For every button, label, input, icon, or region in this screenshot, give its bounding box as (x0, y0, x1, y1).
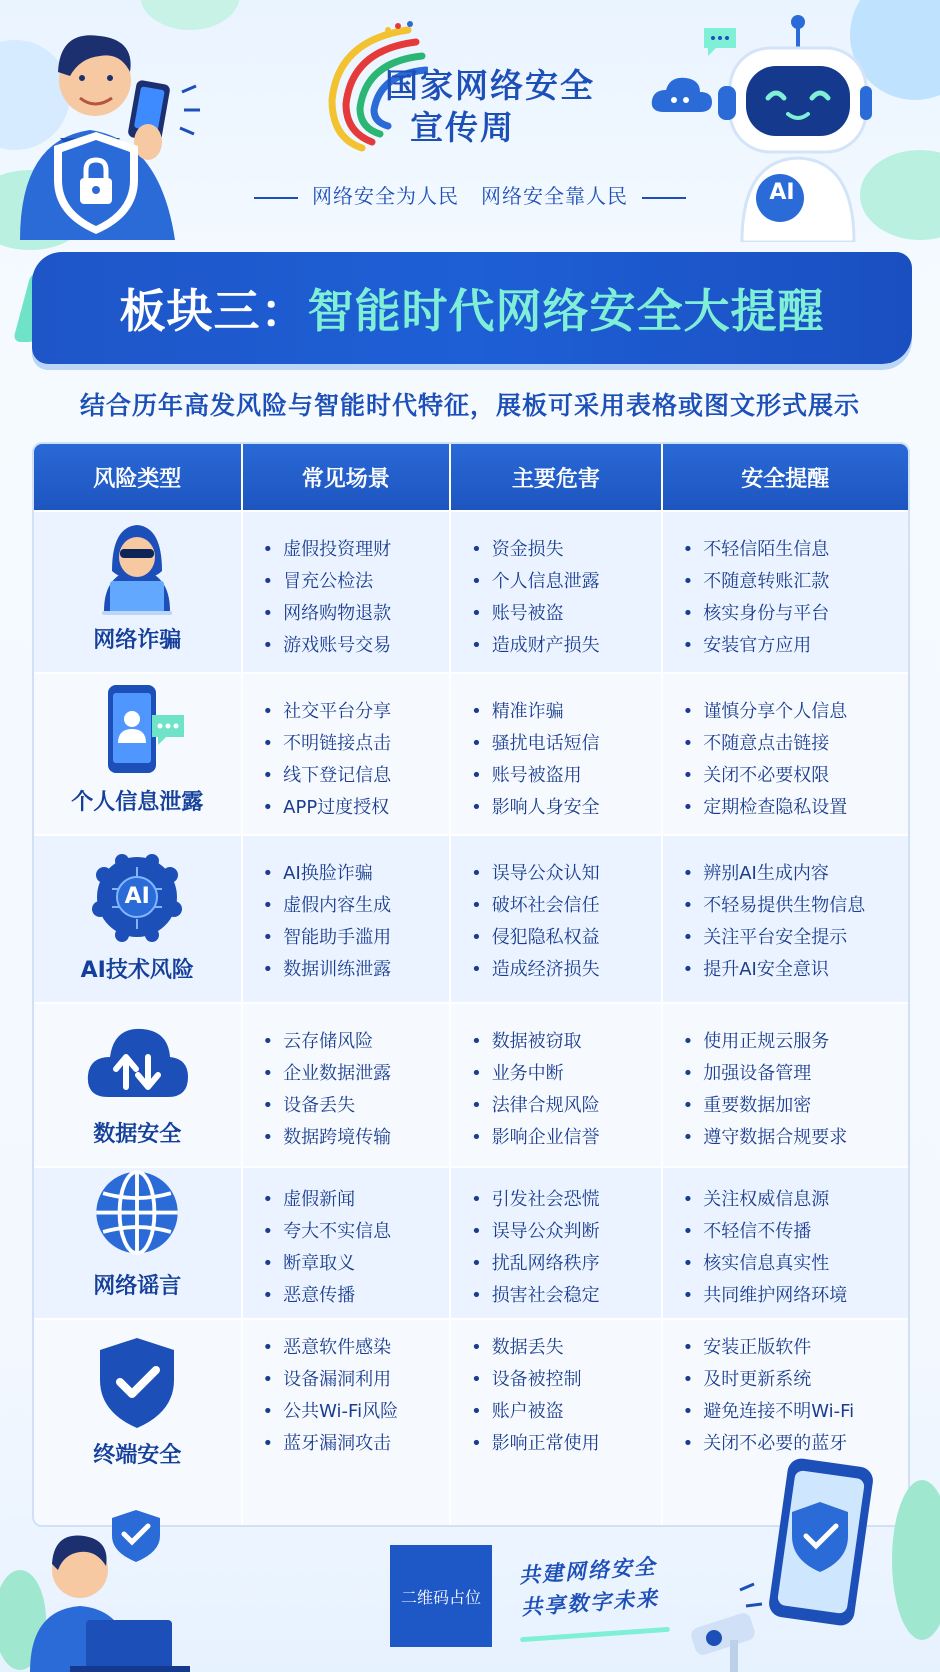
list-item: • 设备丢失 (263, 1090, 450, 1122)
cloud-sync-icon (82, 1013, 192, 1109)
robot-ai-badge: AI (769, 180, 795, 205)
list-item: • 设备漏洞利用 (263, 1364, 450, 1396)
list-item: • 账号被盗 (471, 598, 661, 630)
subtitle: 结合历年高发风险与智能时代特征，展板可采用表格或图文形式展示 (79, 391, 860, 420)
list-item: • 网络购物退款 (263, 598, 450, 630)
list-item: • 避免连接不明Wi-Fi (683, 1396, 908, 1428)
list-item: • 数据跨境传输 (263, 1122, 450, 1154)
footer-slogan (518, 1550, 660, 1623)
qr-code-placeholder: 二维码占位 (390, 1545, 492, 1647)
list-item: • APP过度授权 (263, 792, 450, 824)
list-item: • 智能助手滥用 (263, 922, 450, 954)
list-item: • 影响正常使用 (471, 1428, 661, 1460)
slogan-right: 网络安全靠人民 (481, 184, 628, 208)
list-item: • 数据丢失 (471, 1332, 661, 1364)
list-item: • 恶意传播 (263, 1280, 450, 1312)
harms-cell (451, 1168, 663, 1318)
list-item: • 不轻易提供生物信息 (683, 890, 908, 922)
list-item: • 共同维护网络环境 (683, 1280, 908, 1312)
scenes-cell (243, 1320, 452, 1527)
phone-profile-icon (82, 681, 192, 777)
list-item: • 不随意点击链接 (683, 728, 908, 760)
harms-cell (451, 512, 663, 672)
tips-cell (663, 1168, 908, 1318)
hacker-icon (82, 519, 192, 615)
header-risk-type: 风险类型 (34, 444, 243, 510)
list-item: • 虚假投资理财 (263, 534, 450, 566)
list-item: • 数据被窃取 (471, 1026, 661, 1058)
list-item: • 虚假内容生成 (263, 890, 450, 922)
list-item: • 社交平台分享 (263, 696, 450, 728)
header (0, 0, 940, 250)
list-item: • 恶意软件感染 (263, 1332, 450, 1364)
list-item: • 安装官方应用 (683, 630, 908, 662)
list-item: • 影响企业信誉 (471, 1122, 661, 1154)
header-tips: 安全提醒 (741, 466, 830, 492)
list-item: • AI换脸诈骗 (263, 858, 450, 890)
risk-table (32, 442, 910, 1527)
harms-cell (451, 1320, 663, 1527)
table-row (34, 1166, 908, 1318)
list-item: • 线下登记信息 (263, 760, 450, 792)
cloud-icon (650, 72, 714, 116)
ai-brain-label: AI (124, 884, 150, 909)
table-row (34, 1002, 908, 1166)
harms-cell (451, 1004, 663, 1166)
slogan-dash-left (254, 197, 298, 199)
list-item: • 及时更新系统 (683, 1364, 908, 1396)
list-item: • 精准诈骗 (471, 696, 661, 728)
scenes-cell (243, 836, 452, 1002)
list-item: • 关注平台安全提示 (683, 922, 908, 954)
header-slogan (0, 180, 940, 209)
risk-type-name: 终端安全 (93, 1443, 182, 1468)
phone-shield-camera-icon (690, 1440, 940, 1672)
header-title-line1: 国家网络安全 (385, 66, 595, 105)
list-item: • 企业数据泄露 (263, 1058, 450, 1090)
harms-cell (451, 674, 663, 834)
list-item: • 定期检查隐私设置 (683, 792, 908, 824)
tips-cell (663, 836, 908, 1002)
list-item: • 蓝牙漏洞攻击 (263, 1428, 450, 1460)
risk-type-cell (34, 512, 243, 672)
list-item: • 侵犯隐私权益 (471, 922, 661, 954)
list-item: • 账户被盗 (471, 1396, 661, 1428)
list-item: • 业务中断 (471, 1058, 661, 1090)
list-item: • 账号被盗用 (471, 760, 661, 792)
banner-title (32, 252, 912, 364)
footer-underline (520, 1627, 670, 1642)
risk-type-name: 个人信息泄露 (71, 790, 204, 815)
tips-cell (663, 674, 908, 834)
list-item: • 设备被控制 (471, 1364, 661, 1396)
table-row (34, 834, 908, 1002)
scenes-cell (243, 674, 452, 834)
list-item: • 提升AI安全意识 (683, 954, 908, 986)
footer-slogan-line2: 共享数字未来 (520, 1586, 660, 1620)
list-item: • 损害社会稳定 (471, 1280, 661, 1312)
header-harms: 主要危害 (451, 444, 663, 510)
list-item: • 安装正版软件 (683, 1332, 908, 1364)
list-item: • 断章取义 (263, 1248, 450, 1280)
list-item: • 核实身份与平台 (683, 598, 908, 630)
harms-cell (451, 836, 663, 1002)
risk-type-cell (34, 836, 243, 1002)
tips-cell (663, 1004, 908, 1166)
risk-type-name: 数据安全 (93, 1122, 182, 1147)
list-item: • 误导公众判断 (471, 1216, 661, 1248)
ai-brain-icon-wrap (82, 849, 192, 945)
list-item: • 骚扰电话短信 (471, 728, 661, 760)
header-title-line2: 宣传周 (410, 108, 515, 147)
list-item: • 夸大不实信息 (263, 1216, 450, 1248)
risk-type-name: AI技术风险 (80, 958, 194, 983)
list-item: • 个人信息泄露 (471, 566, 661, 598)
list-item: • 关注权威信息源 (683, 1184, 908, 1216)
list-item: • 不随意转账汇款 (683, 566, 908, 598)
list-item: • 造成财产损失 (471, 630, 661, 662)
globe-icon (82, 1168, 192, 1261)
footer-slogan-line1: 共建网络安全 (518, 1554, 658, 1588)
risk-type-cell (34, 1004, 243, 1166)
list-item: • 重要数据加密 (683, 1090, 908, 1122)
list-item: • 法律合规风险 (471, 1090, 661, 1122)
list-item: • 数据训练泄露 (263, 954, 450, 986)
list-item: • 关闭不必要权限 (683, 760, 908, 792)
list-item: • 遵守数据合规要求 (683, 1122, 908, 1154)
list-item: • 造成经济损失 (471, 954, 661, 986)
risk-type-cell (34, 674, 243, 834)
list-item: • 不明链接点击 (263, 728, 450, 760)
list-item: • 影响人身安全 (471, 792, 661, 824)
risk-type-name: 网络谣言 (93, 1274, 182, 1299)
list-item: • 谨慎分享个人信息 (683, 696, 908, 728)
table-header (34, 444, 908, 510)
scenes-cell (243, 512, 452, 672)
list-item: • 资金损失 (471, 534, 661, 566)
risk-type-name: 网络诈骗 (93, 628, 182, 653)
list-item: • 冒充公检法 (263, 566, 450, 598)
list-item: • 公共Wi-Fi风险 (263, 1396, 450, 1428)
list-item: • 使用正规云服务 (683, 1026, 908, 1058)
list-item: • 辨别AI生成内容 (683, 858, 908, 890)
list-item: • 云存储风险 (263, 1026, 450, 1058)
table-row (34, 672, 908, 834)
list-item: • 加强设备管理 (683, 1058, 908, 1090)
scenes-cell (243, 1168, 452, 1318)
table-row (34, 510, 908, 672)
list-item: • 不轻信不传播 (683, 1216, 908, 1248)
list-item: • 引发社会恐慌 (471, 1184, 661, 1216)
list-item: • 核实信息真实性 (683, 1248, 908, 1280)
list-item: • 不轻信陌生信息 (683, 534, 908, 566)
person-with-laptop-icon (0, 1470, 230, 1672)
tips-cell (663, 512, 908, 672)
scenes-cell (243, 1004, 452, 1166)
list-item: • 误导公众认知 (471, 858, 661, 890)
banner-prefix: 板块三： (119, 284, 308, 338)
risk-type-cell (34, 1168, 243, 1318)
list-item: • 扰乱网络秩序 (471, 1248, 661, 1280)
slogan-dash-right (642, 197, 686, 199)
slogan-left: 网络安全为人民 (312, 184, 459, 208)
shield-check-icon (82, 1334, 192, 1430)
list-item: • 游戏账号交易 (263, 630, 450, 662)
banner-title-text: 智能时代网络安全大提醒 (307, 284, 825, 338)
section-banner (32, 252, 912, 364)
header-scenes: 常见场景 (243, 444, 452, 510)
list-item: • 破坏社会信任 (471, 890, 661, 922)
list-item: • 虚假新闻 (263, 1184, 450, 1216)
list-item: • 关闭不必要的蓝牙 (683, 1428, 908, 1460)
